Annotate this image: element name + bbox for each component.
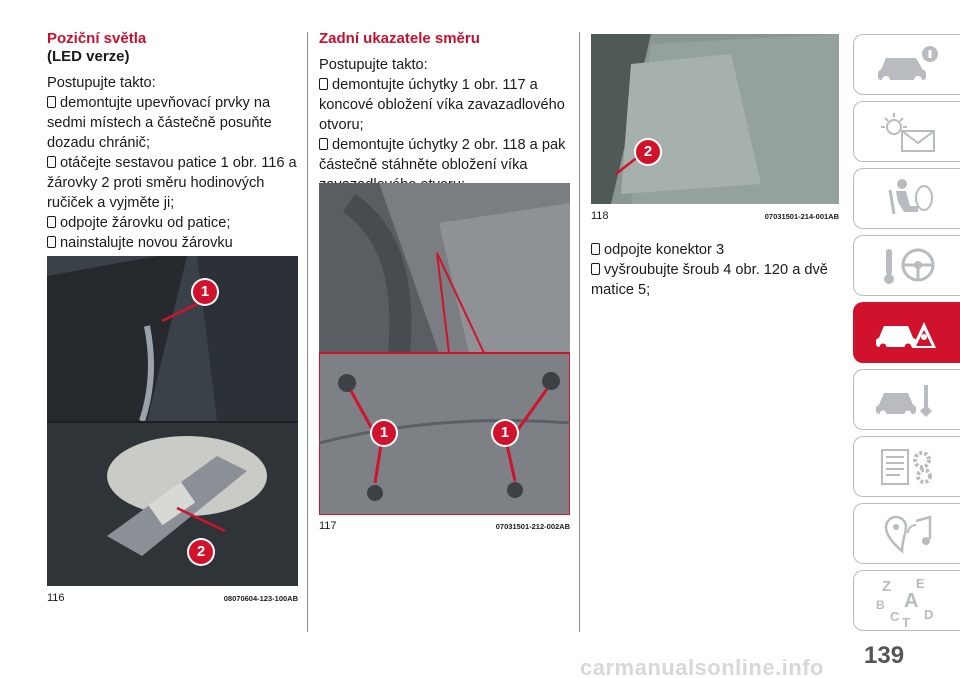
checkbox-bullet-icon: [47, 156, 56, 168]
trunk-lid-illustration: [591, 34, 839, 204]
callout-marker: 1: [193, 280, 217, 304]
step-item: demontujte úchytky 2 obr. 118 a pak částečně stáhněte obložení víka: [319, 137, 566, 173]
step-item: nainstalujte novou žárovku: [47, 233, 299, 273]
index-icon: [872, 575, 942, 627]
index-letter: T: [902, 614, 910, 627]
trunk-lining-illustration: [319, 183, 570, 515]
checkbox-bullet-icon: [319, 78, 328, 90]
figure-code: 08070604-123-100AB: [223, 594, 298, 603]
figure-number: 117: [319, 520, 337, 532]
nav-item-warning-lights[interactable]: [853, 101, 960, 162]
callout-marker: 1: [372, 421, 396, 445]
emergency-icon: [872, 310, 942, 355]
checkbox-bullet-icon: [47, 216, 56, 228]
section-title: Poziční světla: [47, 30, 147, 47]
step-item: odpojte žárovku od patice;: [47, 213, 299, 233]
section-title: Zadní ukazatele směru: [319, 30, 480, 47]
watermark-text: carmanualsonline.info: [580, 655, 824, 678]
maintenance-icon: [872, 377, 942, 422]
warning-lights-icon: [872, 109, 942, 154]
page-number: 139: [864, 642, 905, 669]
nav-item-maintenance[interactable]: [853, 369, 960, 430]
callout-marker: 1: [493, 421, 517, 445]
intro-text: Postupujte takto:: [47, 75, 156, 91]
checkbox-bullet-icon: [47, 236, 56, 248]
nav-item-car-info[interactable]: [853, 34, 960, 95]
column-divider: [307, 32, 308, 632]
figure-code: 07031501-212-002AB: [495, 522, 570, 531]
index-letter: D: [924, 606, 934, 622]
index-letter: A: [904, 589, 919, 612]
nav-item-emergency[interactable]: [853, 302, 960, 363]
intro-text: Postupujte takto:: [319, 57, 428, 73]
bulb-holder-illustration: [47, 256, 298, 586]
figure-caption: [47, 592, 298, 604]
callout-marker: 2: [189, 540, 213, 564]
step-item: otáčejte sestavou patice 1 obr. 116 a žárovky 2 proti směru hodinových ručiček a vyjměte ji;: [47, 155, 297, 211]
checkbox-bullet-icon: [591, 243, 600, 255]
safety-seat-icon: [872, 176, 942, 221]
figure-116-photo: [47, 256, 298, 586]
figure-number: 118: [591, 210, 609, 222]
index-letter: B: [876, 597, 885, 612]
technical-data-icon: [872, 444, 942, 489]
figure-117-photo: [319, 183, 570, 515]
nav-item-index[interactable]: [853, 570, 960, 631]
driving-wheel-icon: [872, 243, 942, 288]
car-info-icon: [872, 42, 942, 87]
checkbox-bullet-icon: [319, 138, 328, 150]
section-rear-indicators: [319, 30, 571, 195]
section-subtitle: (LED verze): [47, 48, 130, 65]
checkbox-bullet-icon: [47, 96, 56, 108]
step-item: odpojte konektor 3: [591, 240, 839, 260]
nav-item-technical-data[interactable]: [853, 436, 960, 497]
callout-marker: 2: [636, 140, 660, 164]
column-divider: [579, 32, 580, 632]
section-continued-steps: [591, 240, 839, 300]
index-letter: E: [916, 575, 925, 591]
nav-item-driving[interactable]: [853, 235, 960, 296]
figure-number: 116: [47, 592, 65, 604]
nav-item-multimedia[interactable]: [853, 503, 960, 564]
checkbox-bullet-icon: [591, 263, 600, 275]
index-letter: Z: [882, 577, 892, 595]
figure-caption: [319, 520, 570, 532]
figure-118-photo: [591, 34, 839, 204]
step-item: demontujte upevňovací prvky na sedmi místech a částečně posuňte dozadu chránič;: [47, 95, 272, 151]
step-item: demontujte úchytky 1 obr. 117 a koncové obložení víka zavazadlového otvoru;: [319, 77, 565, 133]
multimedia-icon: [872, 511, 942, 556]
section-position-lights: [47, 30, 299, 273]
step-item: vyšroubujte šroub 4 obr. 120 a dvě matice 5;: [591, 262, 828, 298]
figure-code: 07031501-214-001AB: [764, 212, 839, 221]
nav-item-safety[interactable]: [853, 168, 960, 229]
index-letter: C: [890, 608, 900, 624]
figure-caption: [591, 210, 839, 222]
